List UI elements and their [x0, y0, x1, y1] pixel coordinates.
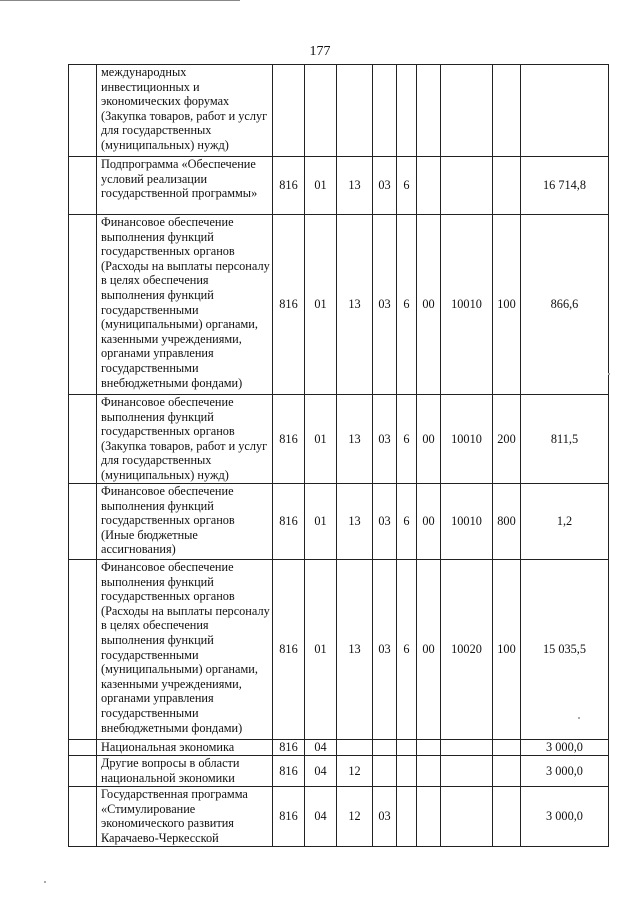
subsection-code: 13 — [337, 560, 373, 740]
scan-speck — [44, 881, 46, 883]
expense-code: 10020 — [441, 560, 493, 740]
direction-code: 00 — [417, 395, 441, 484]
section-code: 01 — [305, 560, 337, 740]
program-code: 03 — [373, 560, 397, 740]
direction-code — [417, 157, 441, 215]
ved-code: 816 — [273, 787, 305, 847]
section-code: 04 — [305, 740, 337, 756]
subprogram-code: 6 — [397, 215, 417, 395]
item-name: международных инвестиционных и экономических форумах (Закупка товаров, работ и услуг для государственных (муниципальных) нужд) — [97, 65, 273, 157]
direction-code: 00 — [417, 560, 441, 740]
subprogram-code — [397, 740, 417, 756]
table-row — [69, 215, 609, 395]
row-number-cell — [69, 484, 97, 560]
row-number-cell — [69, 560, 97, 740]
program-code — [373, 740, 397, 756]
table-row — [69, 787, 609, 847]
ved-code: 816 — [273, 215, 305, 395]
table-row — [69, 560, 609, 740]
ved-code: 816 — [273, 157, 305, 215]
program-code: 03 — [373, 787, 397, 847]
direction-code — [417, 787, 441, 847]
program-code: 03 — [373, 215, 397, 395]
item-name: Финансовое обеспечение выполнения функций государственных органов (Закупка товаров, работ и услуг для государственных (муниципальных) нужд) — [97, 395, 273, 484]
expense-code — [441, 65, 493, 157]
expense-code — [441, 787, 493, 847]
subprogram-code — [397, 787, 417, 847]
section-code: 01 — [305, 484, 337, 560]
subprogram-code — [397, 756, 417, 787]
table-row — [69, 740, 609, 756]
program-code: 03 — [373, 484, 397, 560]
expense-code: 10010 — [441, 215, 493, 395]
amount: 3 000,0 — [521, 740, 609, 756]
row-number-cell — [69, 395, 97, 484]
expense-type — [493, 740, 521, 756]
item-name: Другие вопросы в области национальной экономики — [97, 756, 273, 787]
section-code: 01 — [305, 157, 337, 215]
expense-type: 100 — [493, 215, 521, 395]
row-number-cell — [69, 787, 97, 847]
budget-table — [68, 64, 609, 847]
amount: 3 000,0 — [521, 756, 609, 787]
ved-code: 816 — [273, 560, 305, 740]
expense-code — [441, 756, 493, 787]
item-name: Финансовое обеспечение выполнения функций государственных органов (Иные бюджетные ассигнования) — [97, 484, 273, 560]
expense-type — [493, 157, 521, 215]
subsection-code: 12 — [337, 756, 373, 787]
program-code — [373, 65, 397, 157]
ved-code — [273, 65, 305, 157]
ved-code: 816 — [273, 484, 305, 560]
expense-type: 800 — [493, 484, 521, 560]
program-code: 03 — [373, 395, 397, 484]
direction-code: 00 — [417, 215, 441, 395]
row-number-cell — [69, 65, 97, 157]
subsection-code — [337, 65, 373, 157]
expense-type: 200 — [493, 395, 521, 484]
subsection-code: 13 — [337, 215, 373, 395]
scan-speck — [578, 717, 580, 719]
expense-code — [441, 157, 493, 215]
subsection-code — [337, 740, 373, 756]
table-row — [69, 756, 609, 787]
expense-code — [441, 740, 493, 756]
subprogram-code: 6 — [397, 484, 417, 560]
expense-type — [493, 65, 521, 157]
subprogram-code — [397, 65, 417, 157]
subsection-code: 13 — [337, 484, 373, 560]
section-code — [305, 65, 337, 157]
page-number: 177 — [309, 44, 331, 59]
subsection-code: 12 — [337, 787, 373, 847]
section-code: 04 — [305, 787, 337, 847]
subsection-code: 13 — [337, 157, 373, 215]
expense-type — [493, 756, 521, 787]
ved-code: 816 — [273, 740, 305, 756]
amount: 16 714,8 — [521, 157, 609, 215]
expense-type — [493, 787, 521, 847]
item-name: Подпрограмма «Обеспечение условий реализации государственной программы» — [97, 157, 273, 215]
scan-speck — [608, 373, 610, 375]
amount: 1,2 — [521, 484, 609, 560]
item-name: Национальная экономика — [97, 740, 273, 756]
item-name: Государственная программа «Стимулирование экономического развития Карачаево-Черкесской — [97, 787, 273, 847]
table-row — [69, 395, 609, 484]
direction-code: 00 — [417, 484, 441, 560]
section-code: 01 — [305, 215, 337, 395]
expense-code: 10010 — [441, 395, 493, 484]
table-row — [69, 484, 609, 560]
direction-code — [417, 756, 441, 787]
amount: 811,5 — [521, 395, 609, 484]
subprogram-code: 6 — [397, 157, 417, 215]
program-code — [373, 756, 397, 787]
ved-code: 816 — [273, 395, 305, 484]
table-row — [69, 157, 609, 215]
table-row — [69, 65, 609, 157]
section-code: 01 — [305, 395, 337, 484]
direction-code — [417, 740, 441, 756]
direction-code — [417, 65, 441, 157]
row-number-cell — [69, 157, 97, 215]
amount: 3 000,0 — [521, 787, 609, 847]
row-number-cell — [69, 756, 97, 787]
expense-type: 100 — [493, 560, 521, 740]
expense-code: 10010 — [441, 484, 493, 560]
row-number-cell — [69, 740, 97, 756]
program-code: 03 — [373, 157, 397, 215]
ved-code: 816 — [273, 756, 305, 787]
scan-border-line — [0, 0, 240, 1]
amount — [521, 65, 609, 157]
row-number-cell — [69, 215, 97, 395]
subprogram-code: 6 — [397, 395, 417, 484]
item-name: Финансовое обеспечение выполнения функций государственных органов (Расходы на выплаты персоналу в целях обеспечения выполнения функций государственными (муниципальными) органами, казенными учреждениями, органами управления государственными внебюджетными фондами) — [97, 560, 273, 740]
section-code: 04 — [305, 756, 337, 787]
amount: 866,6 — [521, 215, 609, 395]
item-name: Финансовое обеспечение выполнения функций государственных органов (Расходы на выплаты персоналу в целях обеспечения выполнения функций государственными (муниципальными) органами, казенными учреждениями, органами управления государственными внебюджетными фондами) — [97, 215, 273, 395]
subsection-code: 13 — [337, 395, 373, 484]
amount: 15 035,5 — [521, 560, 609, 740]
subprogram-code: 6 — [397, 560, 417, 740]
